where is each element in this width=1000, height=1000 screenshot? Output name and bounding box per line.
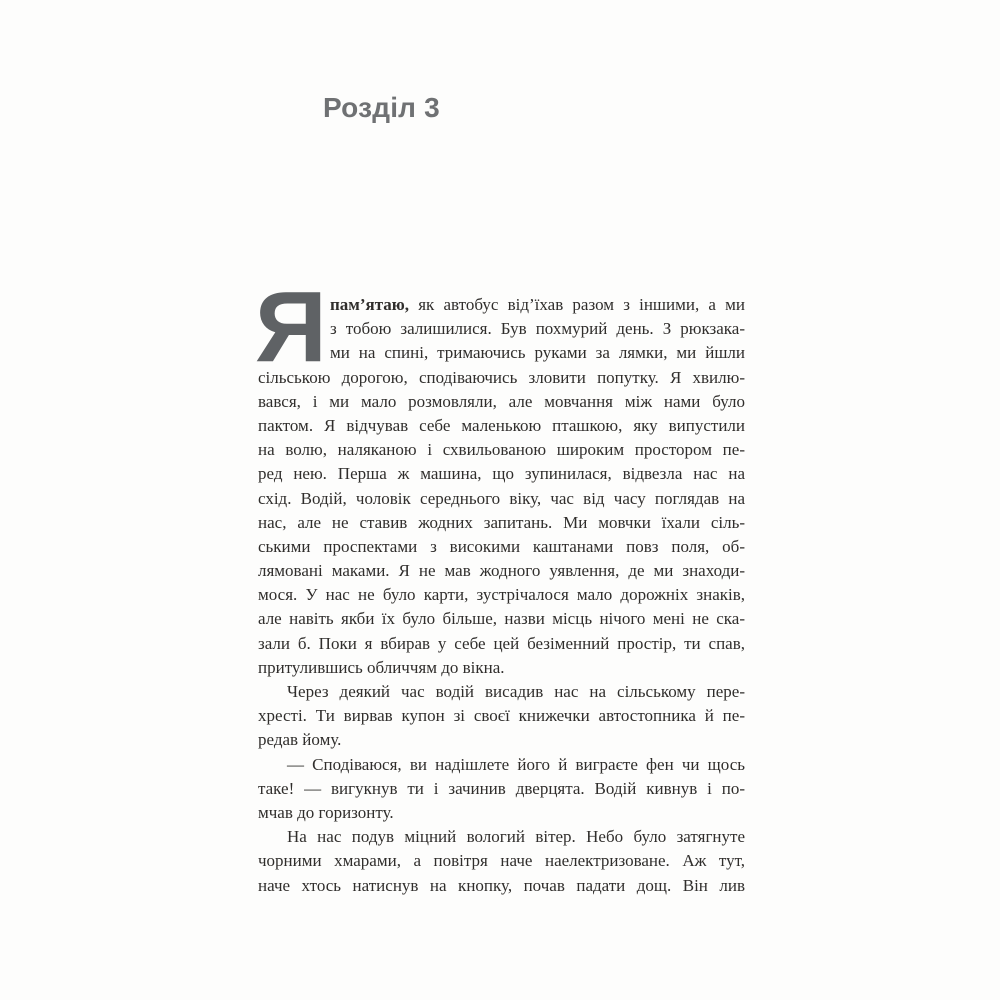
text-line: зали б. Поки я вбирав у себе цей безіменний простір, ти спав, [258,633,745,653]
text-line: притулившись обличчям до вікна. [258,657,505,677]
dropcap-letter: Я [255,271,327,383]
text-line: мося. У нас не було карти, зустрічалося мало дорожніх знаків, [258,585,745,605]
text-line: — Сподіваюся, ви надішлете його й виграєте фен чи щось [287,754,745,774]
text-line: з тобою залишилися. Був похмурий день. З рюкзака- [330,319,745,339]
text-line: на волю, наляканою і схвильованою широким простором пе- [258,440,745,460]
text-line: наче хтось натиснув на кнопку, почав падати дощ. Він лив [258,875,745,895]
text-line: Через деякий час водій висадив нас на сільському пере- [287,682,745,701]
text-line: нас, але не ставив жодних запитань. Ми мовчки їхали сіль- [258,512,745,532]
text-line: схід. Водій, чоловік середнього віку, час від часу поглядав на [258,488,745,508]
text-line: пактом. Я відчував себе маленькою пташкою, яку випустили [258,415,745,435]
bold-lead-word: пам’ятаю, [330,295,410,314]
text-line: На нас подув міцний вологий вітер. Небо було затягнуте [287,827,745,847]
chapter-heading: Розділ 3 [323,92,440,123]
text-line: пам’ятаю, як автобус від’їхав разом з іншими, а ми [330,295,745,314]
text-line: хресті. Ти вирвав купон зі своєї книжечки автостопника й пе- [258,706,745,726]
body-text [258,293,745,898]
text-line: вався, і ми мало розмовляли, але мовчання між нами було [258,391,745,411]
text-line: ськими проспектами з високими каштанами повз поля, об- [258,536,745,556]
text-line: сільською дорогою, сподіваючись зловити попутку. Я хвилю- [258,367,745,387]
text-line: редав йому. [258,730,342,750]
text-line: чорними хмарами, а повітря наче наелектризоване. Аж тут, [258,851,745,871]
text-line: мчав до горизонту. [258,802,394,822]
text-line: але навіть якби їх було більше, назви місць нічого мені не ска- [258,609,745,629]
text-line: таке! — вигукнув ти і зачинив дверцята. Водій кивнув і по- [258,778,745,798]
text-line: лямовані маками. Я не мав жодного уявлення, де ми знаходи- [258,561,745,581]
text-line: ми на спині, тримаючись руками за лямки, ми йшли [330,343,745,363]
text-line: ред нею. Перша ж машина, що зупинилася, відвезла нас на [258,464,745,484]
